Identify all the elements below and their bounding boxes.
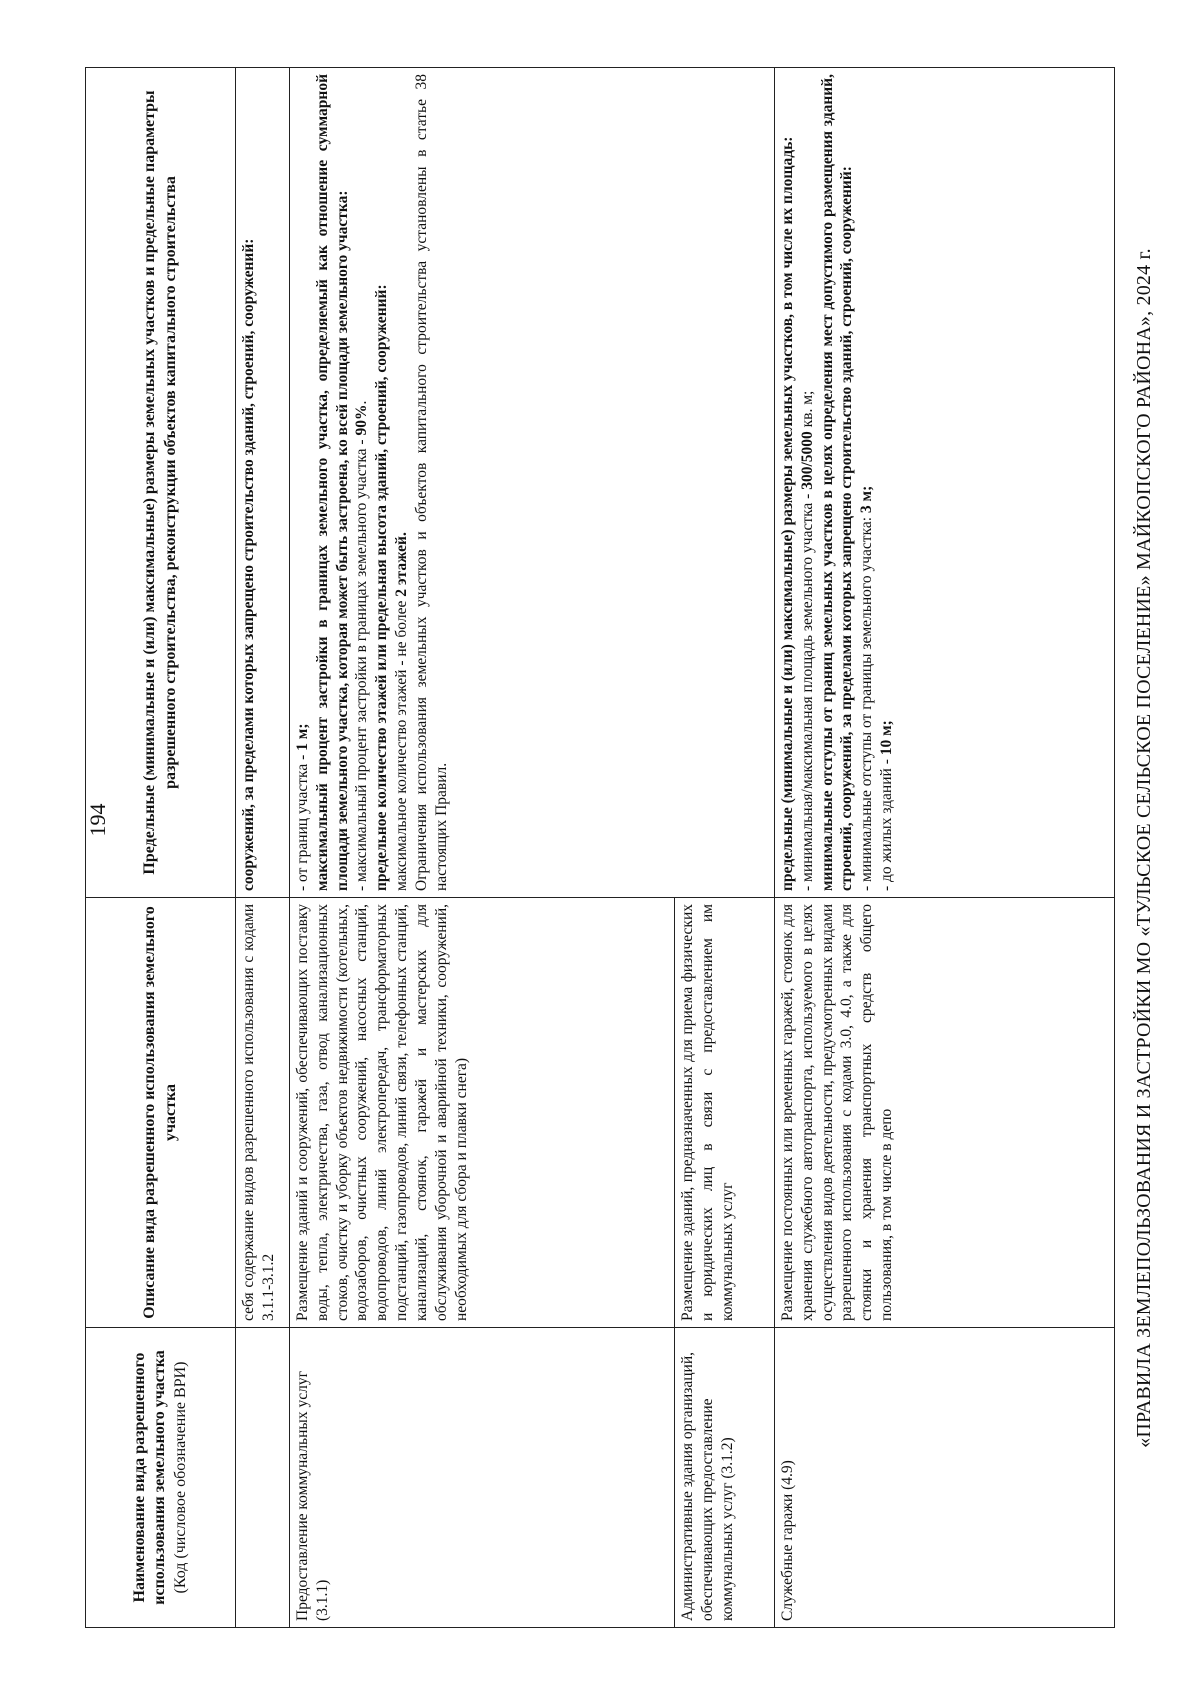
header-use-code: (Код (числовое обозначение ВРИ): [171, 1361, 189, 1594]
row1-param-setback: [293, 74, 313, 891]
header-use-description: Описание вида разрешенного использования земельного участка: [86, 898, 236, 1328]
row1-param-coverage-end: .: [353, 400, 371, 405]
row1-param-coverage-heading: максимальный процент застройки в границах земельного участка, определяемый как отношение суммарной площади земельного участка, которая может быть застроена, ко всей площади земельного участка:: [313, 74, 351, 891]
row3-param-residential-text: - до жилых зданий -: [878, 755, 896, 891]
row3-param-area-value: 300/5000: [798, 431, 816, 490]
row2-description: Размещение зданий, предназначенных для приема физических и юридических лиц в связи с предоставлением им коммунальных услуг: [675, 898, 775, 1328]
page-number: 194: [85, 803, 110, 837]
row3-param-size-heading: предельные (минимальные и (или) максимальные) размеры земельных участков, в том числе их площадь:: [779, 136, 796, 891]
row1-param-floors-heading: предельное количество этажей или предельная высота зданий, строений, сооружений:: [373, 284, 391, 891]
row3-params: [775, 68, 1115, 898]
header-parameters: Предельные (минимальные и (или) максимальные) размеры земельных участков и предельные параметры разрешенного строительства, реконструкции объектов капитального строительства: [86, 68, 236, 898]
row3-param-setback-value: 3 м;: [858, 485, 876, 514]
regulations-table: [85, 67, 1115, 1628]
table-row: [775, 68, 1115, 1628]
document-footer: «ПРАВИЛА ЗЕМЛЕПОЛЬЗОВАНИЯ И ЗАСТРОЙКИ МО «ТУЛЬСКОЕ СЕЛЬСКОЕ ПОСЕЛЕНИЕ» МАЙКОПСКОГО РАЙОНА», 2024 г.: [1132, 248, 1155, 1448]
row1-param-coverage: [352, 74, 372, 891]
row3-name: Служебные гаражи (4.9): [775, 1328, 1115, 1628]
row3-param-area-text: - минимальная/максимальная площадь земельного участка -: [798, 489, 816, 891]
row1-param-floors-text: максимальное количество этажей - не более: [393, 596, 411, 891]
table-header-row: [86, 68, 236, 1628]
row1-params: [290, 68, 775, 898]
regulations-table-container: [85, 68, 1115, 1628]
row0-params: [236, 68, 290, 898]
row0-name: [236, 1328, 290, 1628]
header-use-name: [86, 1328, 236, 1628]
row0-params-heading: сооружений, за пределами которых запрещено строительство зданий, строений, сооружений:: [240, 238, 257, 891]
table-row: [236, 68, 290, 1628]
row1-param-setback-text: - от границ участка -: [294, 750, 311, 891]
row2-name: Административные здания организаций, обеспечивающих предоставление коммунальных услуг (3.1.2): [675, 1328, 775, 1628]
row0-description: себя содержание видов разрешенного использования с кодами 3.1.1-3.1.2: [236, 898, 290, 1328]
row3-param-setback-heading: минимальные отступы от границ земельных участков в целях определения мест допустимого размещения зданий, строений, сооружений, за пределами которых запрещено строительство зданий, строений, сооружений:: [818, 74, 856, 891]
row3-param-residential: [877, 74, 897, 891]
row3-param-area-unit: кв. м;: [798, 390, 816, 432]
row1-param-setback-value: 1 м;: [294, 723, 311, 751]
header-use-name-bold: Наименование вида разрешенного использования земельного участка: [130, 1350, 169, 1605]
row1-param-coverage-text: - максимальный процент застройки в границах земельного участка -: [353, 435, 371, 891]
row1-name: Предоставление коммунальных услуг (3.1.1): [290, 1328, 675, 1628]
row1-description: Размещение зданий и сооружений, обеспечивающих поставку воды, тепла, электричества, газа, отвод канализационных стоков, очистку и уборку объектов недвижимости (котельных, водозаборов, очистных сооружений, насосных станций, водопроводов, линий электропередач, трансформаторных подстанций, газопроводов, линий связи, телефонных станций, канализаций, стоянок, гаражей и мастерских для обслуживания уборочной и аварийной техники, сооружений, необходимых для сбора и плавки снега): [290, 898, 675, 1328]
row1-param-floors-value: 2 этажей.: [393, 532, 411, 597]
row3-param-setback-text: - минимальные отступы от границы земельного участка:: [858, 513, 876, 891]
row3-description: Размещение постоянных или временных гаражей, стоянок для хранения служебного автотранспорта, используемого в целях осуществления видов деятельности, предусмотренных видами разрешенного использования с кодами 3.0, 4.0, а также для стоянки и хранения транспортных средств общего пользования, в том числе в депо: [775, 898, 1115, 1328]
row1-param-restrictions: Ограничения использования земельных участков и объектов капитального строительства установлены в статье 38 настоящих Правил.: [412, 74, 450, 891]
row3-param-residential-value: 10 м;: [878, 720, 896, 756]
table-row: [290, 68, 675, 1628]
row1-param-floors: [392, 74, 412, 891]
row3-param-area: [798, 74, 818, 891]
row1-param-coverage-value: 90%: [353, 404, 371, 436]
row3-param-setback: [857, 74, 877, 891]
